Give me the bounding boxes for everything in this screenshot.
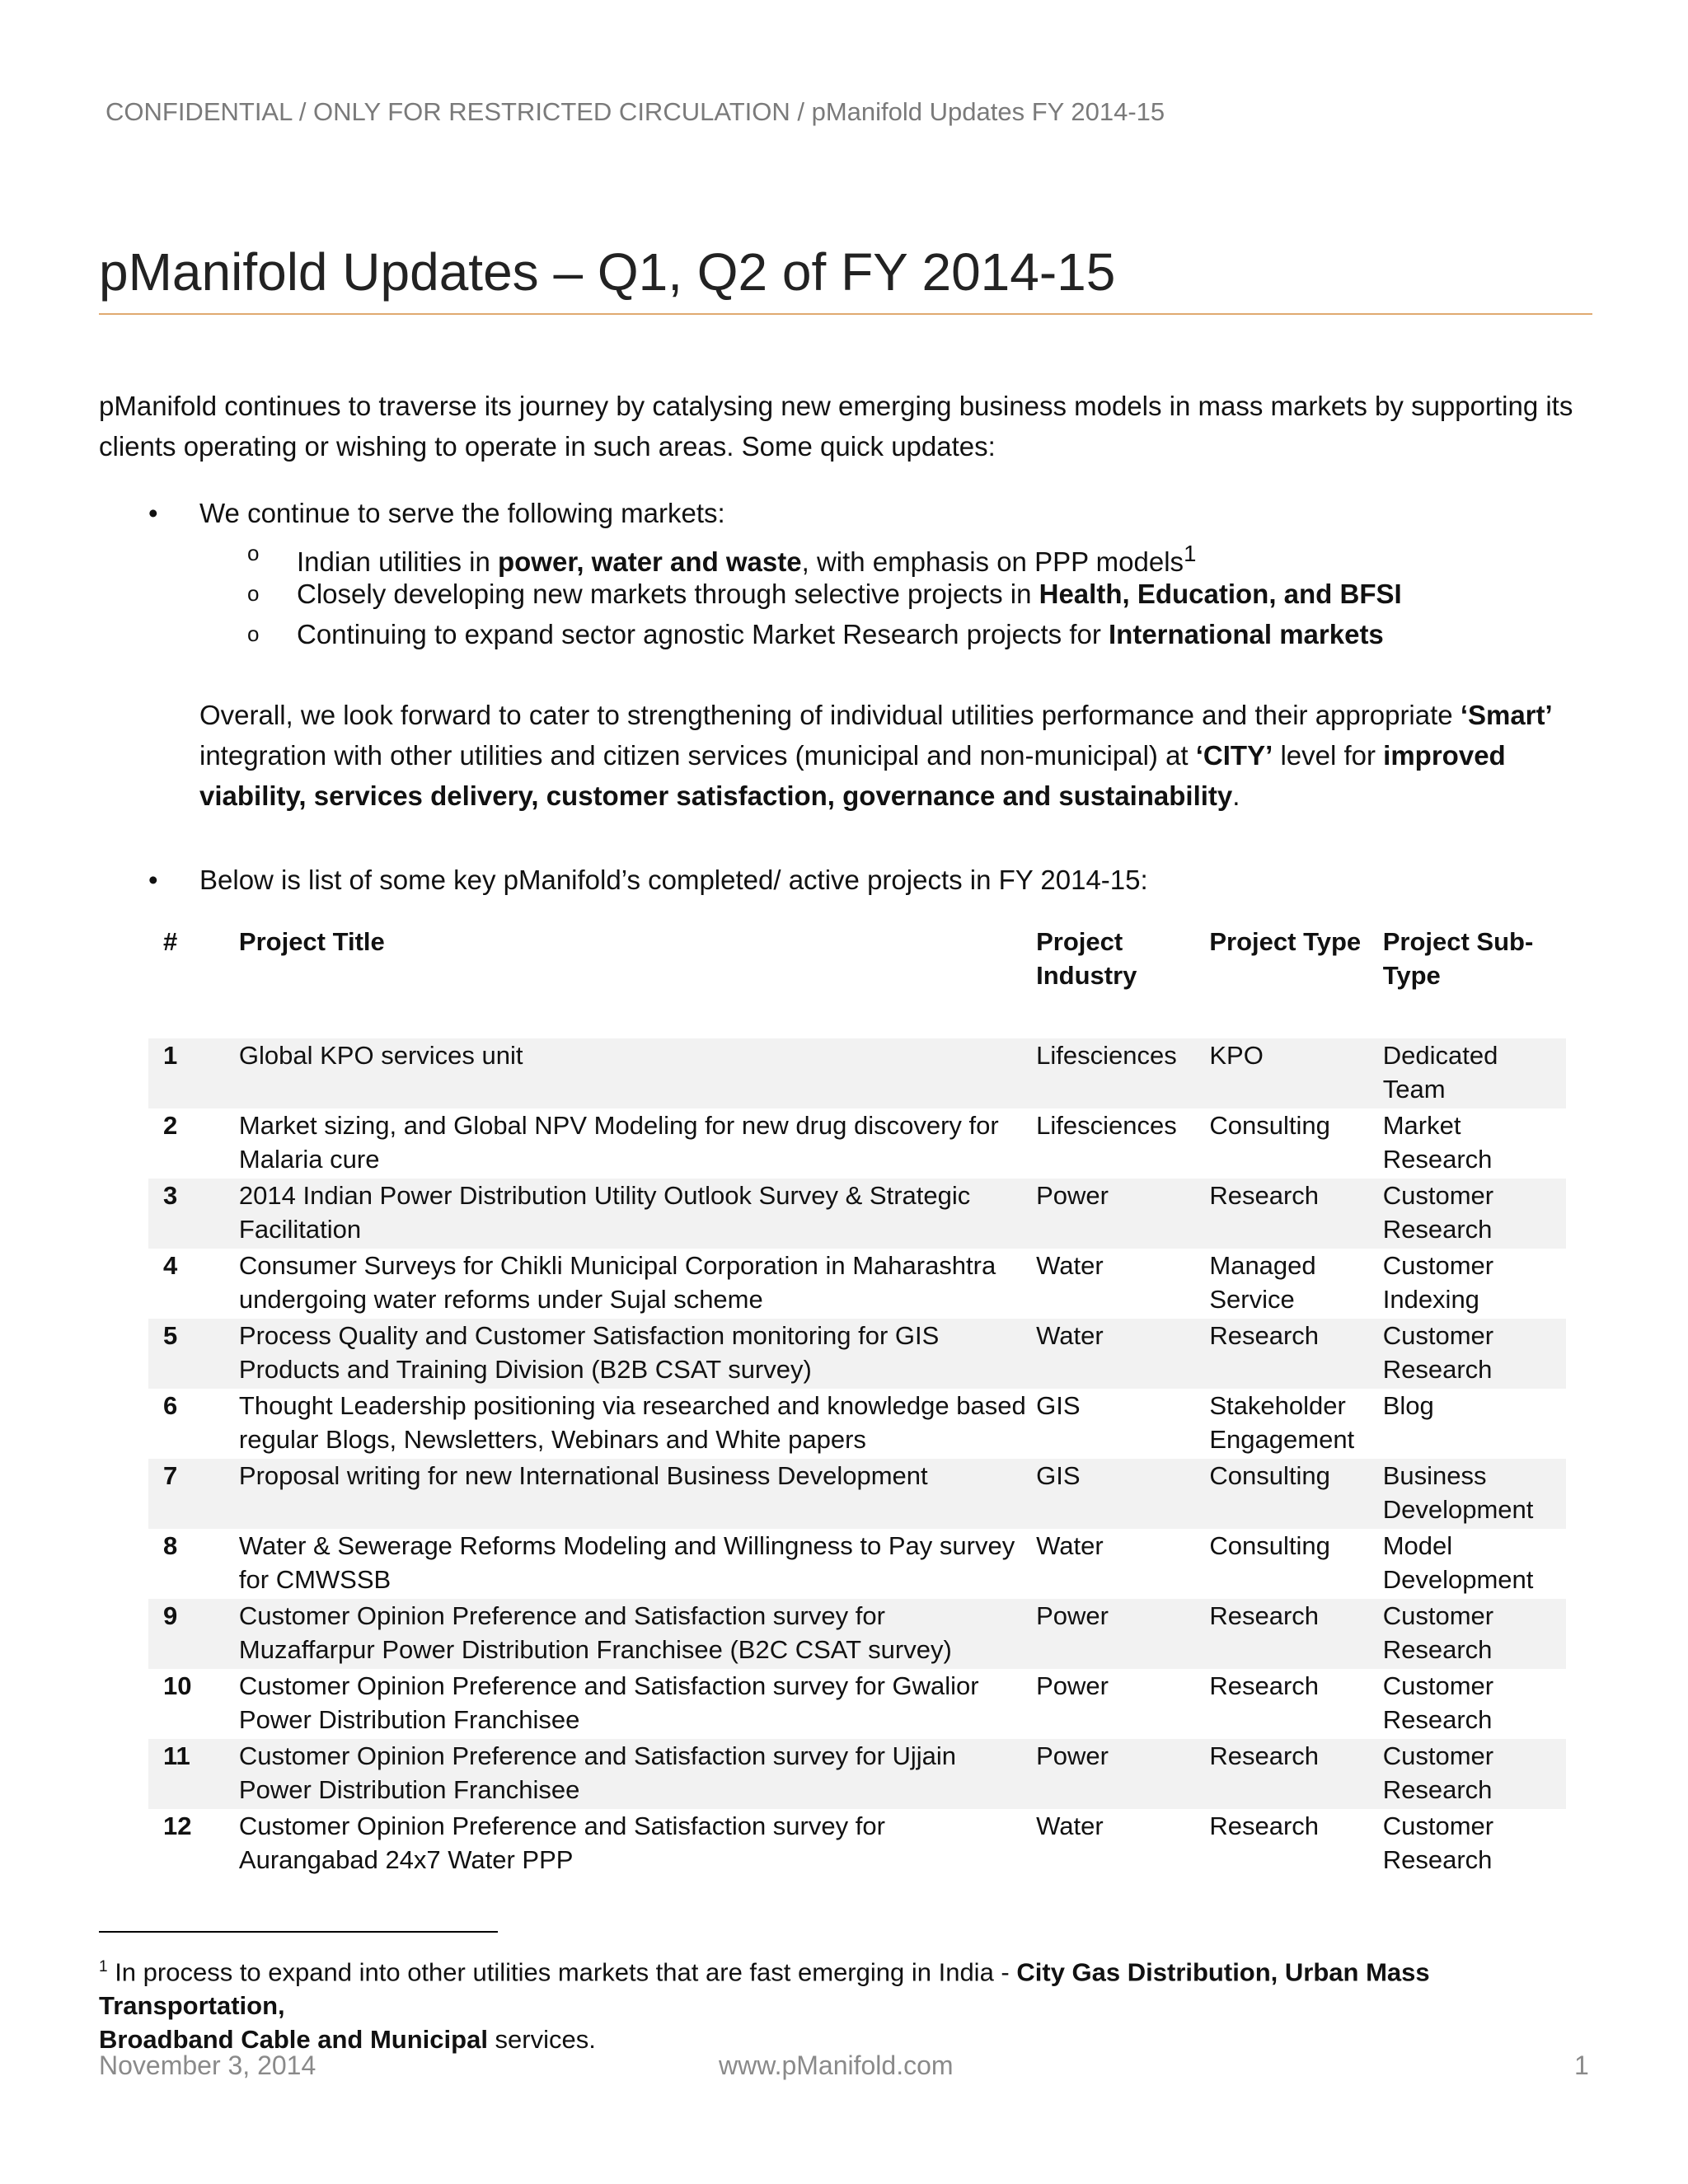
cell-num: 4 bbox=[163, 1251, 178, 1280]
overall-paragraph: Overall, we look forward to cater to strengthening of individual utilities performance and their appropriate ‘Smart’ integration with other utilities and citizen services (municipal and non-municipal) at ‘CITY’ level for improved viability, services delivery, customer satisfaction, governance and sustainability. bbox=[199, 700, 1553, 811]
cell-subtype: Customer Research bbox=[1382, 1811, 1494, 1874]
cell-num: 2 bbox=[163, 1111, 178, 1140]
cell-industry: GIS bbox=[1036, 1459, 1209, 1529]
cell-type: Research bbox=[1209, 1671, 1320, 1700]
cell-industry: Power bbox=[1036, 1599, 1209, 1669]
cell-industry: Water bbox=[1036, 1319, 1209, 1389]
sub-bullet-icon: o bbox=[247, 621, 260, 646]
cell-num: 6 bbox=[163, 1391, 178, 1420]
cell-type: Research bbox=[1209, 1599, 1382, 1669]
cell-title: Customer Opinion Preference and Satisfaction survey for Aurangabad 24x7 Water PPP bbox=[238, 1811, 885, 1874]
sub-bullet-icon: o bbox=[247, 581, 260, 606]
markets-bullet bbox=[148, 493, 1582, 533]
cell-type: Consulting bbox=[1209, 1111, 1330, 1140]
cell-type: Consulting bbox=[1209, 1459, 1382, 1529]
confidential-header: CONFIDENTIAL / ONLY FOR RESTRICTED CIRCULATION / pManifold Updates FY 2014-15 bbox=[106, 97, 1165, 126]
projects-table bbox=[148, 921, 1566, 1879]
cell-num: 9 bbox=[148, 1599, 239, 1669]
footnote: $^1$ In process to expand into other utilities markets that are fast emerging in India - City Gas Distribution, Urban Mass Transportation, Broadband Cable and Municipal services. bbox=[99, 1957, 1430, 2055]
cell-num: 11 bbox=[148, 1739, 239, 1809]
footnote-ref: 1 bbox=[1184, 541, 1197, 566]
footnote-ref: 1 bbox=[99, 1958, 108, 1975]
cell-title: Market sizing, and Global NPV Modeling for new drug discovery for Malaria cure bbox=[238, 1111, 999, 1174]
table-row bbox=[148, 1459, 1566, 1529]
cell-subtype: Customer Research bbox=[1383, 1599, 1566, 1669]
header-type: Project Type bbox=[1209, 927, 1362, 956]
document-page: CONFIDENTIAL / ONLY FOR RESTRICTED CIRCULATION / pManifold Updates FY 2014-15 pManifold Updates – Q1, Q2 of FY 2014-15 pManifold continues to traverse its journey by catalysing new emerging business models in mass markets by supporting its clients operating or wishing to operate in such areas. Some quick updates: • We continue to serve the following markets: o Indian utilities in power, water and waste, with emphasis on PPP models$^1$ o Closely developing new markets through selective projects in Health, Education, and BFSI o Continuing to expand sector agnostic Market Research projects for International markets Overall, we look forward to cater to strengthening of individual utilities performance and their appropriate ‘Smart’ integration with other utilities and citizen services (municipal and non-municipal) at ‘CITY’ level for improved viability, services delivery, customer satisfaction, governance and sustainability. • Below is list of some key pManifold’s completed/ active projects in FY 2014-15: # Project Title Project Industry Project Type Project Sub- Type 1 Global KPO services unit Lifesciences KPO Dedicated Team 2 Market sizing, and Global NPV Modeling for new drug discovery for Malaria cure Lifesciences Consulting Market Research 3 2014 Indian Power Distribution Utility Outlook Survey & Strategic Facilitation Power Research Customer Research 4 Consumer Surveys for Chikli Municipal Corporation in Maharashtra undergoing water reforms under Sujal scheme Water Managed Service Customer Indexing 5 Process Quality and Customer Satisfaction monitoring for GIS Products and Training Division (B2B CSAT survey) Water Research Customer Research 6 Thought Leadership positioning via researched and knowledge based regular Blogs, Newsletters, Webinars and White papers GIS Stakeholder Engagement Blog 7 Proposal writing for new International Business Development GIS Consulting Business Development 8 Water & Sewerage Reforms Modeling and Willingness to Pay survey for CMWSSB Water Consulting Model Development 9 Customer Opinion Preference and Satisfaction survey for Muzaffarpur Power Distribution Franchisee (B2C CSAT survey) Power Research Customer Research 10 Customer Opinion Preference and Satisfaction survey for Gwalior Power Distribution Franchisee Power Research Customer Research 11 Customer Opinion Preference and Satisfaction survey for Ujjain Power Distribution Franchisee Power Research Customer Research 12 Customer Opinion Preference and Satisfaction survey for Aurangabad 24x7 Water PPP Water Research Customer Research $^1$ In process to expand into other utilities markets that are fast emerging in India - City Gas Distribution, Urban Mass Transportation, Broadband Cable and Municipal services. November 3, 2014 www.pManifold.com 1 bbox=[0, 0, 1688, 2184]
cell-title: Customer Opinion Preference and Satisfaction survey for Muzaffarpur Power Distribution Franchisee (B2C CSAT survey) bbox=[239, 1599, 1036, 1669]
cell-title: Thought Leadership positioning via researched and knowledge based regular Blogs, Newsletters, Webinars and White papers bbox=[238, 1391, 1026, 1454]
cell-industry: Lifesciences bbox=[1036, 1038, 1209, 1108]
cell-title: Consumer Surveys for Chikli Municipal Corporation in Maharashtra undergoing water reforms under Sujal scheme bbox=[238, 1251, 996, 1314]
cell-industry: GIS bbox=[1036, 1391, 1081, 1420]
cell-industry: Water bbox=[1036, 1811, 1104, 1840]
table-row bbox=[148, 1739, 1566, 1809]
header-title: Project Title bbox=[238, 927, 385, 956]
projects-bullet bbox=[148, 860, 1582, 900]
cell-industry: Power bbox=[1036, 1739, 1209, 1809]
cell-num: 3 bbox=[148, 1179, 239, 1249]
table-row bbox=[148, 1249, 1566, 1319]
cell-type: Research bbox=[1209, 1739, 1382, 1809]
cell-industry: Power bbox=[1036, 1179, 1209, 1249]
table-header-row bbox=[148, 921, 1566, 1038]
table-row bbox=[148, 1038, 1566, 1108]
cell-subtype: Business Development bbox=[1383, 1459, 1566, 1529]
cell-subtype: Customer Research bbox=[1383, 1179, 1566, 1249]
cell-subtype: Customer Indexing bbox=[1382, 1251, 1494, 1314]
page-title: pManifold Updates – Q1, Q2 of FY 2014-15 bbox=[99, 237, 1592, 315]
cell-num: 12 bbox=[163, 1811, 192, 1840]
intro-line: pManifold continues to traverse its journey by catalysing new emerging business models in mass markets by supporting its bbox=[99, 391, 1573, 421]
cell-subtype: Blog bbox=[1382, 1391, 1434, 1420]
cell-title: Customer Opinion Preference and Satisfaction survey for Gwalior Power Distribution Franchisee bbox=[238, 1671, 979, 1734]
footer-website[interactable]: www.pManifold.com bbox=[719, 2050, 954, 2080]
table-row bbox=[148, 1809, 1566, 1879]
cell-title: Customer Opinion Preference and Satisfaction survey for Ujjain Power Distribution Franchisee bbox=[239, 1739, 1036, 1809]
cell-num: 7 bbox=[148, 1459, 239, 1529]
cell-subtype: Market Research bbox=[1382, 1111, 1493, 1174]
cell-title: 2014 Indian Power Distribution Utility Outlook Survey & Strategic Facilitation bbox=[239, 1179, 1036, 1249]
cell-subtype: Dedicated Team bbox=[1383, 1038, 1566, 1108]
footnote-divider bbox=[99, 1931, 498, 1933]
table-row bbox=[148, 1529, 1566, 1599]
cell-industry: Power bbox=[1036, 1671, 1109, 1700]
cell-subtype: Customer Research bbox=[1383, 1739, 1566, 1809]
table-row bbox=[148, 1319, 1566, 1389]
table-row bbox=[148, 1179, 1566, 1249]
cell-industry: Water bbox=[1036, 1531, 1104, 1560]
cell-type: Research bbox=[1209, 1179, 1382, 1249]
cell-title: Global KPO services unit bbox=[239, 1038, 1036, 1108]
cell-num: 1 bbox=[148, 1038, 239, 1108]
cell-title: Process Quality and Customer Satisfaction monitoring for GIS Products and Training Division (B2B CSAT survey) bbox=[239, 1319, 1036, 1389]
markets-lead: We continue to serve the following markets: bbox=[199, 498, 725, 528]
bullet-icon: • bbox=[148, 498, 158, 528]
projects-lead: Below is list of some key pManifold’s completed/ active projects in FY 2014-15: bbox=[199, 865, 1148, 895]
sub-bullet-icon: o bbox=[247, 541, 260, 565]
cell-subtype: Customer Research bbox=[1383, 1319, 1566, 1389]
cell-type: Research bbox=[1209, 1811, 1320, 1840]
header-subtype: Project Sub- Type bbox=[1382, 927, 1534, 990]
table-row bbox=[148, 1599, 1566, 1669]
footer-date: November 3, 2014 bbox=[99, 2050, 316, 2080]
cell-num: 10 bbox=[163, 1671, 192, 1700]
cell-type: Research bbox=[1209, 1319, 1382, 1389]
header-industry: Project Industry bbox=[1036, 927, 1137, 990]
table-row bbox=[148, 1669, 1566, 1739]
table-row bbox=[148, 1389, 1566, 1459]
cell-type: Stakeholder Engagement bbox=[1209, 1391, 1355, 1454]
cell-title: Proposal writing for new International Business Development bbox=[239, 1459, 1036, 1529]
cell-type: Consulting bbox=[1209, 1531, 1330, 1560]
cell-num: 5 bbox=[148, 1319, 239, 1389]
cell-type: Managed Service bbox=[1209, 1251, 1316, 1314]
cell-type: KPO bbox=[1209, 1038, 1382, 1108]
bullet-icon: • bbox=[148, 865, 158, 895]
footer-page-number: 1 bbox=[1574, 2050, 1589, 2080]
table-row bbox=[148, 1108, 1566, 1179]
cell-subtype: Customer Research bbox=[1382, 1671, 1494, 1734]
cell-industry: Water bbox=[1036, 1251, 1104, 1280]
header-num: # bbox=[163, 927, 178, 956]
intro-line: clients operating or wishing to operate in such areas. Some quick updates: bbox=[99, 431, 996, 462]
cell-subtype: Model Development bbox=[1382, 1531, 1534, 1594]
cell-title: Water & Sewerage Reforms Modeling and Willingness to Pay survey for CMWSSB bbox=[238, 1531, 1015, 1594]
cell-industry: Lifesciences bbox=[1036, 1111, 1177, 1140]
intro-paragraph bbox=[99, 386, 1582, 466]
cell-num: 8 bbox=[163, 1531, 178, 1560]
